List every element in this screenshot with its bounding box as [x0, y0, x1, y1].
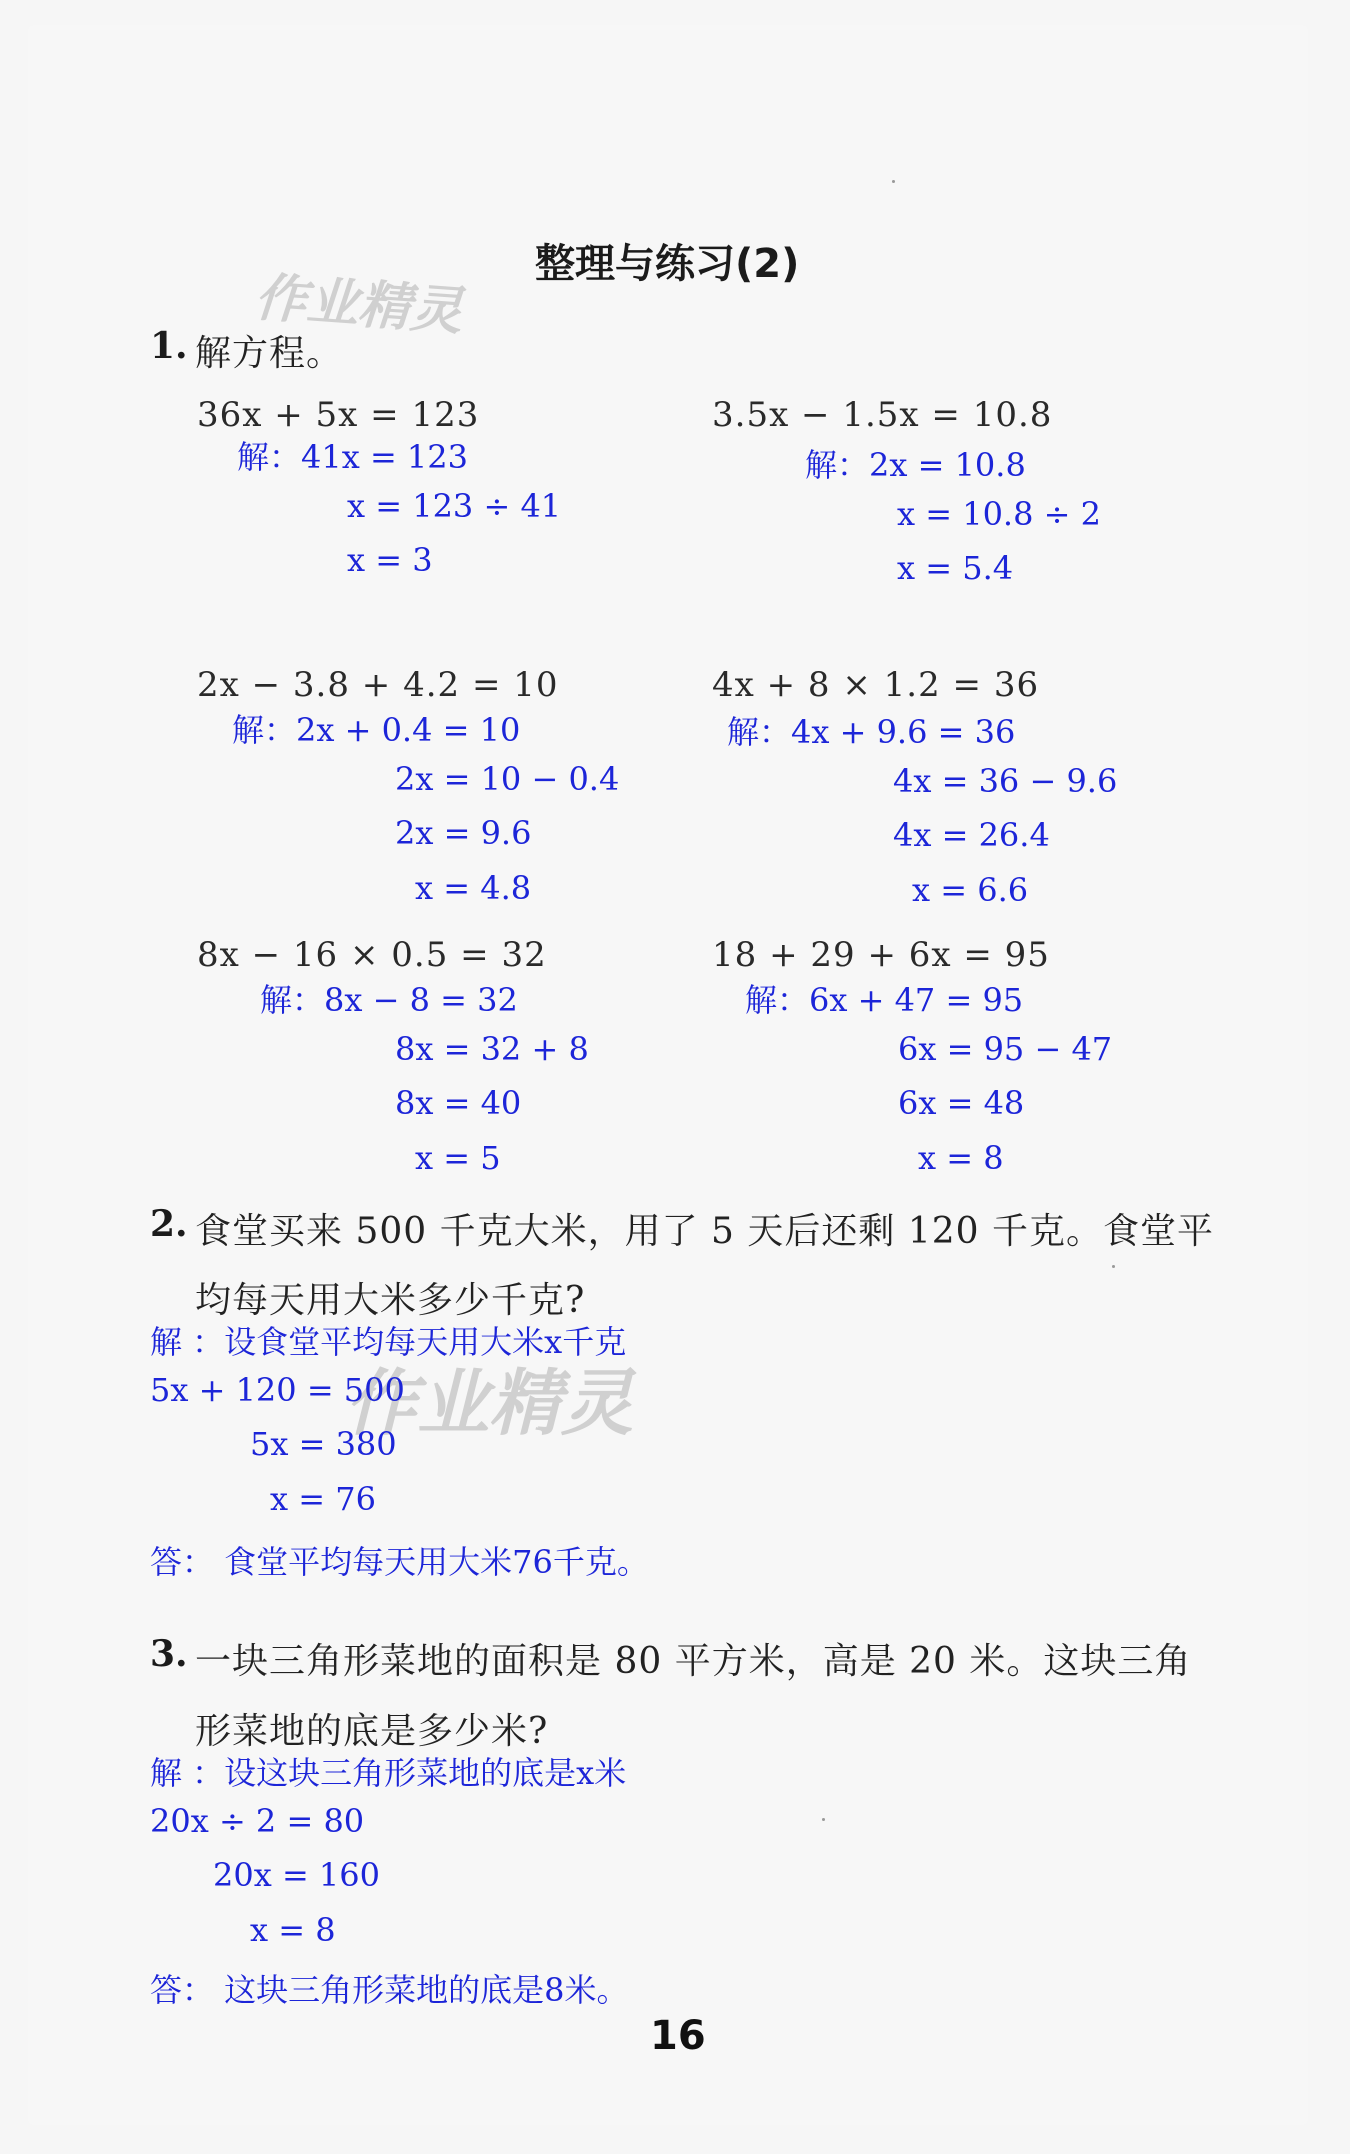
- solution-step: x = 6.6: [912, 871, 1029, 909]
- solution-step: 8x = 32 + 8: [395, 1030, 589, 1068]
- scan-speck: [822, 1818, 825, 1821]
- answer-text: 答： 食堂平均每天用大米76千克。: [150, 1543, 649, 1581]
- solution-step: x = 10.8 ÷ 2: [897, 495, 1101, 533]
- scan-speck: [1112, 1265, 1115, 1268]
- solution-step: x = 5.4: [897, 549, 1014, 587]
- solution-step: 20x ÷ 2 = 80: [150, 1802, 365, 1840]
- solution-step: x = 3: [347, 541, 433, 579]
- solution-step: 解 ：设食堂平均每天用大米x千克: [150, 1323, 627, 1361]
- equation: 3.5x − 1.5x = 10.8: [712, 395, 1053, 435]
- question-text: 食堂买来 500 千克大米，用了 5 天后还剩 120 千克。食堂平: [195, 1211, 1214, 1252]
- solution-step: x = 8: [918, 1139, 1004, 1177]
- scan-speck: [892, 180, 895, 183]
- solution-step: 解：41x = 123: [237, 438, 469, 476]
- solution-step: 4x = 26.4: [893, 816, 1050, 854]
- solution-step: x = 76: [270, 1480, 376, 1518]
- solution-step: 5x = 380: [250, 1425, 397, 1463]
- solution-step: 20x = 160: [213, 1856, 380, 1894]
- solution-step: x = 8: [250, 1911, 336, 1949]
- solution-step: 解：6x + 47 = 95: [745, 981, 1024, 1019]
- solution-step: 4x = 36 − 9.6: [893, 762, 1118, 800]
- watermark: 作业精灵: [252, 267, 465, 343]
- solution-step: 6x = 48: [898, 1084, 1025, 1122]
- solution-step: 2x = 10 − 0.4: [395, 760, 620, 798]
- solution-step: 8x = 40: [395, 1084, 522, 1122]
- equation: 18 + 29 + 6x = 95: [712, 935, 1050, 975]
- solution-step: 解：2x + 0.4 = 10: [232, 711, 521, 749]
- watermark: 作业精灵: [345, 1361, 634, 1445]
- equation: 36x + 5x = 123: [197, 395, 480, 435]
- equation: 8x − 16 × 0.5 = 32: [197, 935, 547, 975]
- question-text: 均每天用大米多少千克?: [195, 1280, 586, 1321]
- question-number: 3.: [150, 1633, 188, 1675]
- page-title: 整理与练习(2): [535, 241, 800, 287]
- question-number: 2.: [150, 1203, 188, 1245]
- question-text: 一块三角形菜地的面积是 80 平方米，高是 20 米。这块三角: [195, 1641, 1192, 1682]
- solution-step: 解：2x = 10.8: [805, 446, 1026, 484]
- answer-text: 答： 这块三角形菜地的底是8米。: [150, 1971, 629, 2009]
- solution-step: 解：4x + 9.6 = 36: [727, 713, 1016, 751]
- question-number: 1.: [150, 325, 188, 367]
- solution-step: 5x + 120 = 500: [150, 1371, 405, 1409]
- solution-step: x = 4.8: [415, 869, 532, 907]
- page-number: 16: [650, 2013, 706, 2059]
- solution-step: 解 ：设这块三角形菜地的底是x米: [150, 1754, 627, 1792]
- equation: 4x + 8 × 1.2 = 36: [712, 665, 1040, 705]
- solution-step: 解：8x − 8 = 32: [260, 981, 518, 1019]
- equation: 2x − 3.8 + 4.2 = 10: [197, 665, 559, 705]
- solution-step: x = 5: [415, 1139, 501, 1177]
- question-text: 形菜地的底是多少米?: [195, 1711, 549, 1752]
- solution-step: x = 123 ÷ 41: [347, 487, 562, 525]
- solution-step: 6x = 95 − 47: [898, 1030, 1113, 1068]
- question-prompt: 解方程。: [195, 333, 344, 374]
- solution-step: 2x = 9.6: [395, 814, 532, 852]
